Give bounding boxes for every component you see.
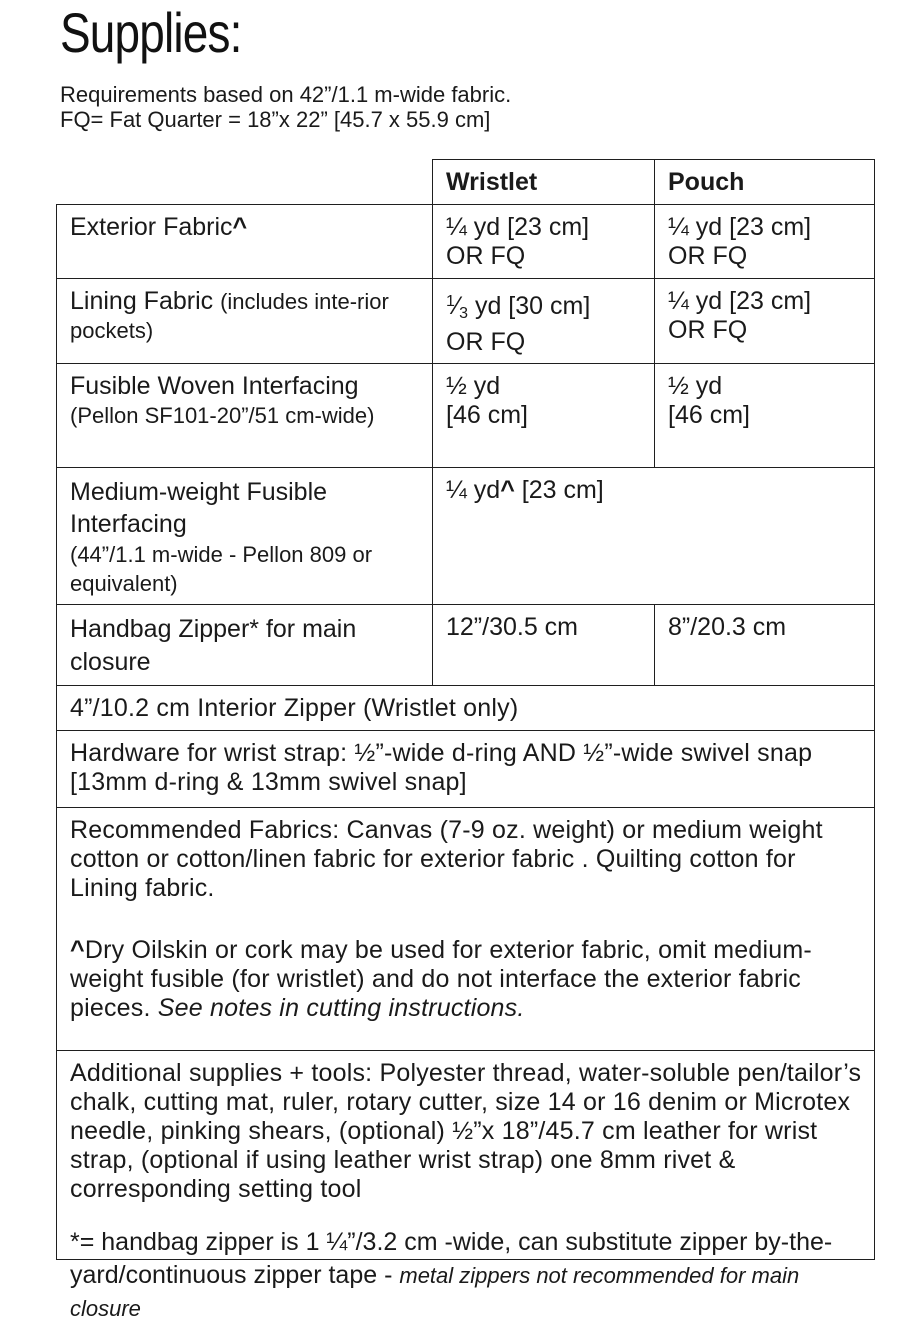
supply-label-cell [57, 468, 433, 605]
table-row-hardware [57, 731, 875, 808]
intro-line-fabric-width: Requirements based on 42”/1.1 m-wide fabric. [60, 82, 512, 107]
column-header-wristlet: Wristlet [433, 160, 655, 205]
wristlet-quantity-cell [433, 605, 655, 686]
pouch-quantity: 8”/20.3 cm [668, 613, 787, 641]
column-header-pouch: Pouch [655, 160, 875, 205]
intro-line-fat-quarter: FQ= Fat Quarter = 18”x 22” [45.7 x 55.9 cm] [60, 107, 491, 132]
supply-label: Exterior Fabric [70, 213, 233, 241]
pouch-metric: [46 cm] [668, 401, 750, 429]
pouch-quantity-cell [655, 364, 875, 468]
supply-label: Medium-weight Fusible Interfacing [70, 478, 328, 538]
wristlet-metric: [23 cm] [514, 476, 604, 504]
interior-zipper-cell [57, 686, 875, 731]
supply-note: (Pellon SF101-20”/51 cm-wide) [70, 403, 375, 428]
recommended-fabrics-cell [57, 808, 875, 1051]
table-header-row [57, 160, 875, 205]
supply-label: Fusible Woven Interfacing [70, 372, 359, 400]
quantity-text: yd [30 cm] [468, 292, 591, 320]
wristlet-quantity-cell [433, 205, 655, 279]
wristlet-alternative: OR FQ [446, 328, 526, 356]
supply-label: Lining Fabric [70, 287, 214, 315]
footnote-italic-text: metal zippers not recommended for main closure [70, 1263, 800, 1321]
zipper-footnote [70, 1226, 870, 1325]
footnote-text: *= handbag zipper is 1 ¼”/3.2 cm -wide, can substitute zipper by-the-yard/continuous zipper tape - [70, 1228, 833, 1289]
wristlet-quantity: $^1⁄_3$ yd [30 cm] [446, 292, 591, 322]
wristlet-quantity-cell [433, 364, 655, 468]
table-row-medium-weight-interfacing [57, 468, 875, 605]
pouch-quantity-cell [655, 605, 875, 686]
pouch-quantity-cell [655, 279, 875, 364]
recommended-fabrics-text: Recommended Fabrics: Canvas (7-9 oz. weight) or medium weight cotton or cotton/linen fabric for exterior fabric . Quilting cotton for Lining fabric. [70, 816, 823, 902]
supplies-table [56, 159, 875, 1260]
wristlet-quantity: ¼ yd [446, 476, 501, 504]
pouch-quantity: ¼ yd [23 cm] [668, 213, 812, 241]
supply-label-cell [57, 205, 433, 279]
supply-note: (44”/1.1 m-wide - Pellon 809 or equivalent) [70, 542, 373, 596]
hardware-cell [57, 731, 875, 808]
supply-note: (includes inte-rior pockets) [70, 289, 389, 343]
table-row-recommended-fabrics [57, 808, 875, 1051]
hardware-text: Hardware for wrist strap: ½”-wide d-ring AND ½”-wide swivel snap [13mm d-ring & 13mm swivel snap] [70, 739, 813, 796]
caret-mark: ^ [232, 213, 248, 241]
page-title: Supplies: [60, 1, 242, 64]
wristlet-alternative: OR FQ [446, 242, 526, 270]
interior-zipper-text: 4”/10.2 cm Interior Zipper (Wristlet only) [70, 694, 519, 722]
pouch-quantity-cell [655, 205, 875, 279]
header-blank-cell [57, 160, 433, 205]
wristlet-quantity-cell [433, 279, 655, 364]
wristlet-quantity-cell [433, 468, 655, 605]
table-row-fusible-woven-interfacing [57, 364, 875, 468]
supply-label-cell [57, 605, 433, 686]
table-row-handbag-zipper [57, 605, 875, 686]
supply-label-cell [57, 364, 433, 468]
fraction-numerator: 1 [446, 293, 455, 310]
supply-label: Handbag Zipper* for main closure [70, 615, 357, 676]
cutting-instructions-note: See notes in cutting instructions. [157, 994, 525, 1022]
fraction-denominator: 3 [459, 305, 468, 322]
table-row-lining-fabric [57, 279, 875, 364]
pouch-quantity: ½ yd [668, 372, 723, 400]
wristlet-quantity: 12”/30.5 cm [446, 613, 579, 641]
pouch-quantity-cell [655, 468, 875, 605]
wristlet-metric: [46 cm] [446, 401, 528, 429]
oilskin-note-text: Dry Oilskin or cork may be used for exterior fabric, omit medium-weight fusible (for wristlet) and do not interface the exterior fabric pieces. [70, 936, 812, 1022]
pouch-alternative: OR FQ [668, 316, 748, 344]
wristlet-quantity: ½ yd [446, 372, 501, 400]
table-row-exterior-fabric [57, 205, 875, 279]
caret-mark: ^ [500, 476, 515, 504]
table-row-interior-zipper [57, 686, 875, 731]
additional-supplies-text: Additional supplies + tools: Polyester thread, water-soluble pen/tailor’s chalk, cutting mat, ruler, rotary cutter, size 14 or 16 denim or Microtex needle, pinking shears, (optional) ½”x 18”/45.7 cm leather for wrist strap, (optional if using leather wrist strap) one 8mm rivet & corresponding setting tool [70, 1059, 862, 1203]
caret-mark: ^ [70, 936, 85, 964]
wristlet-quantity: ¼ yd [23 cm] [446, 213, 590, 241]
pouch-quantity: ¼ yd [23 cm] [668, 287, 812, 315]
intro-text [60, 82, 511, 132]
pouch-alternative: OR FQ [668, 242, 748, 270]
supply-label-cell [57, 279, 433, 364]
oilskin-note [70, 936, 862, 1023]
